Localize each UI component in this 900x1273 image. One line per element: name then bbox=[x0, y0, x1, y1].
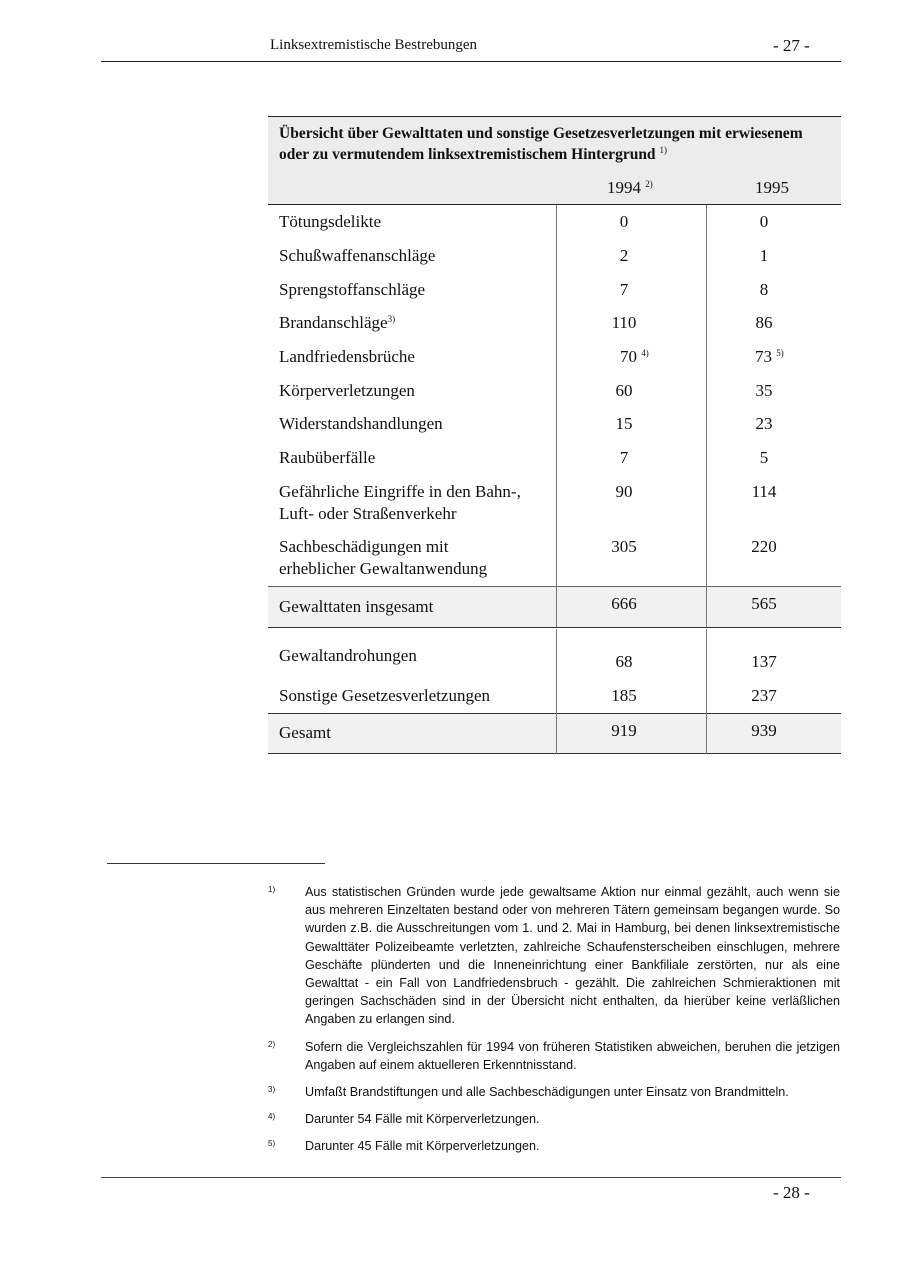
row-label: Tötungsdelikte bbox=[279, 212, 381, 231]
total-label: Gesamt bbox=[279, 723, 331, 742]
value-footnote-ref: 4) bbox=[641, 348, 649, 358]
value-1995: 23 bbox=[755, 414, 773, 433]
footnote bbox=[268, 1083, 840, 1101]
footnote-text: Aus statistischen Gründen wurde jede gewaltsame Aktion nur einmal gezählt, auch wenn sie aus mehreren Einzeltaten bestand oder von mehreren Tätern gemeinsam begangen wurde. So wurden z.B. die Ausschreitungen vom 1. und 2. Mai in Hamburg, bei denen linksextremistische Gewalttäter Polizeibeamte verletzten, zahlreiche Schaufensterscheiben einschlugen, mehrere Geschäfte plünderten und die Inneneinrichtung einer Bankfiliale zerstörten, nur als eine Gewalttat - ein Fall von Landfriedensbruch - gezählt. Die zahlreichen Schmieraktionen mit geringen Sachschäden sind in der Übersicht nicht enthalten, da hierüber keine verläßlichen Angaben zu erlangen sind. bbox=[305, 885, 840, 1027]
value-1995: 8 bbox=[759, 280, 769, 299]
value-1995: 0 bbox=[759, 212, 769, 231]
footnote bbox=[268, 1137, 840, 1155]
row-label: Gefährliche Eingriffe in den Bahn-, Luft- oder Straßenverkehr bbox=[279, 482, 521, 523]
footnote bbox=[268, 1038, 840, 1074]
value-1994: 68 bbox=[615, 652, 633, 671]
total-1995: 939 bbox=[751, 721, 777, 740]
column-divider bbox=[706, 586, 707, 627]
footnote-mark: 4) bbox=[268, 1112, 276, 1121]
column-footnote-ref: 2) bbox=[645, 179, 653, 189]
footnote-mark: 3) bbox=[268, 1085, 276, 1094]
value-1994: 90 bbox=[615, 482, 633, 501]
value-1994: 2 bbox=[619, 246, 629, 265]
row-label: Gewaltandrohungen bbox=[279, 646, 417, 665]
column-divider bbox=[706, 205, 707, 587]
footnote bbox=[268, 1110, 840, 1128]
value-1994: 7 bbox=[619, 448, 629, 467]
row-label: Widerstandshandlungen bbox=[279, 414, 443, 433]
value-footnote-ref: 5) bbox=[776, 348, 784, 358]
footnote-separator bbox=[107, 863, 325, 864]
total-1994: 919 bbox=[611, 721, 637, 740]
value-1995: 1 bbox=[759, 246, 769, 265]
value-1995: 137 bbox=[751, 652, 777, 671]
row-label: Sonstige Gesetzesverletzungen bbox=[279, 686, 491, 705]
row-footnote-ref: 3) bbox=[387, 314, 396, 324]
subtotal-bottom-rule bbox=[268, 627, 841, 628]
footnote-text: Darunter 54 Fälle mit Körperverletzungen. bbox=[305, 1112, 540, 1126]
row-label: Körperverletzungen bbox=[279, 381, 415, 400]
column-header-1994: 1994 $^{2)}$ bbox=[607, 178, 653, 197]
footnote-text: Umfaßt Brandstiftungen und alle Sachbeschädigungen unter Einsatz von Brandmitteln. bbox=[305, 1085, 789, 1099]
footer-rule bbox=[101, 1177, 841, 1178]
total-top-rule bbox=[268, 713, 841, 714]
value-1995: 5 bbox=[759, 448, 769, 467]
value-1995: 73 $^{5)}$ bbox=[755, 347, 784, 366]
footnote bbox=[268, 883, 840, 1029]
row-label: Sprengstoffanschläge bbox=[279, 280, 426, 299]
value-1995: 114 bbox=[751, 482, 777, 501]
caption-footnote-ref: 1) bbox=[659, 145, 667, 155]
footnote-mark: 1) bbox=[268, 885, 276, 894]
subtotal-top-rule bbox=[268, 586, 841, 587]
subtotal-1994: 666 bbox=[611, 594, 637, 613]
table-caption-text: Übersicht über Gewalttaten und sonstige Gesetzesverletzungen mit erwiesenem oder zu vermutendem linksextremistischem Hintergrund bbox=[279, 125, 803, 163]
value-1994: 60 bbox=[615, 381, 633, 400]
header-rule bbox=[101, 61, 841, 62]
footnote-text: Sofern die Vergleichszahlen für 1994 von früheren Statistiken abweichen, beruhen die jetzigen Angaben auf einem aktuelleren Erkenntnisstand. bbox=[305, 1040, 840, 1073]
value-1995: 237 bbox=[751, 686, 777, 705]
value-1994: 110 bbox=[611, 313, 637, 332]
table-bottom-rule bbox=[268, 753, 841, 754]
value-1995: 35 bbox=[755, 381, 773, 400]
subtotal-label: Gewalttaten insgesamt bbox=[279, 597, 434, 616]
value-1994: 15 bbox=[615, 414, 633, 433]
value-1994: 305 bbox=[611, 537, 637, 556]
subtotal-1995: 565 bbox=[751, 594, 777, 613]
footnote-mark: 2) bbox=[268, 1040, 276, 1049]
row-label: Schußwaffenanschläge bbox=[279, 246, 436, 265]
value-1994: 7 bbox=[619, 280, 629, 299]
value-1995: 86 bbox=[755, 313, 773, 332]
value-1995: 220 bbox=[751, 537, 777, 556]
footnote-mark: 5) bbox=[268, 1139, 276, 1148]
value-1994: 70 $^{4)}$ bbox=[620, 347, 649, 366]
column-divider bbox=[706, 629, 707, 754]
running-header-title: Linksextremistische Bestrebungen bbox=[270, 37, 478, 53]
row-label: Sachbeschädigungen mit erheblicher Gewaltanwendung bbox=[279, 537, 488, 578]
column-header-1995: 1995 bbox=[755, 178, 789, 197]
row-label: Brandanschläge$^{3)}$ bbox=[279, 313, 396, 332]
footnote-text: Darunter 45 Fälle mit Körperverletzungen. bbox=[305, 1139, 540, 1153]
page-number-bottom: - 28 - bbox=[773, 1183, 810, 1202]
row-label: Landfriedensbrüche bbox=[279, 347, 415, 366]
value-1994: 0 bbox=[619, 212, 629, 231]
value-1994: 185 bbox=[611, 686, 637, 705]
page-number-top: - 27 - bbox=[773, 36, 810, 55]
row-label: Raubüberfälle bbox=[279, 448, 376, 467]
